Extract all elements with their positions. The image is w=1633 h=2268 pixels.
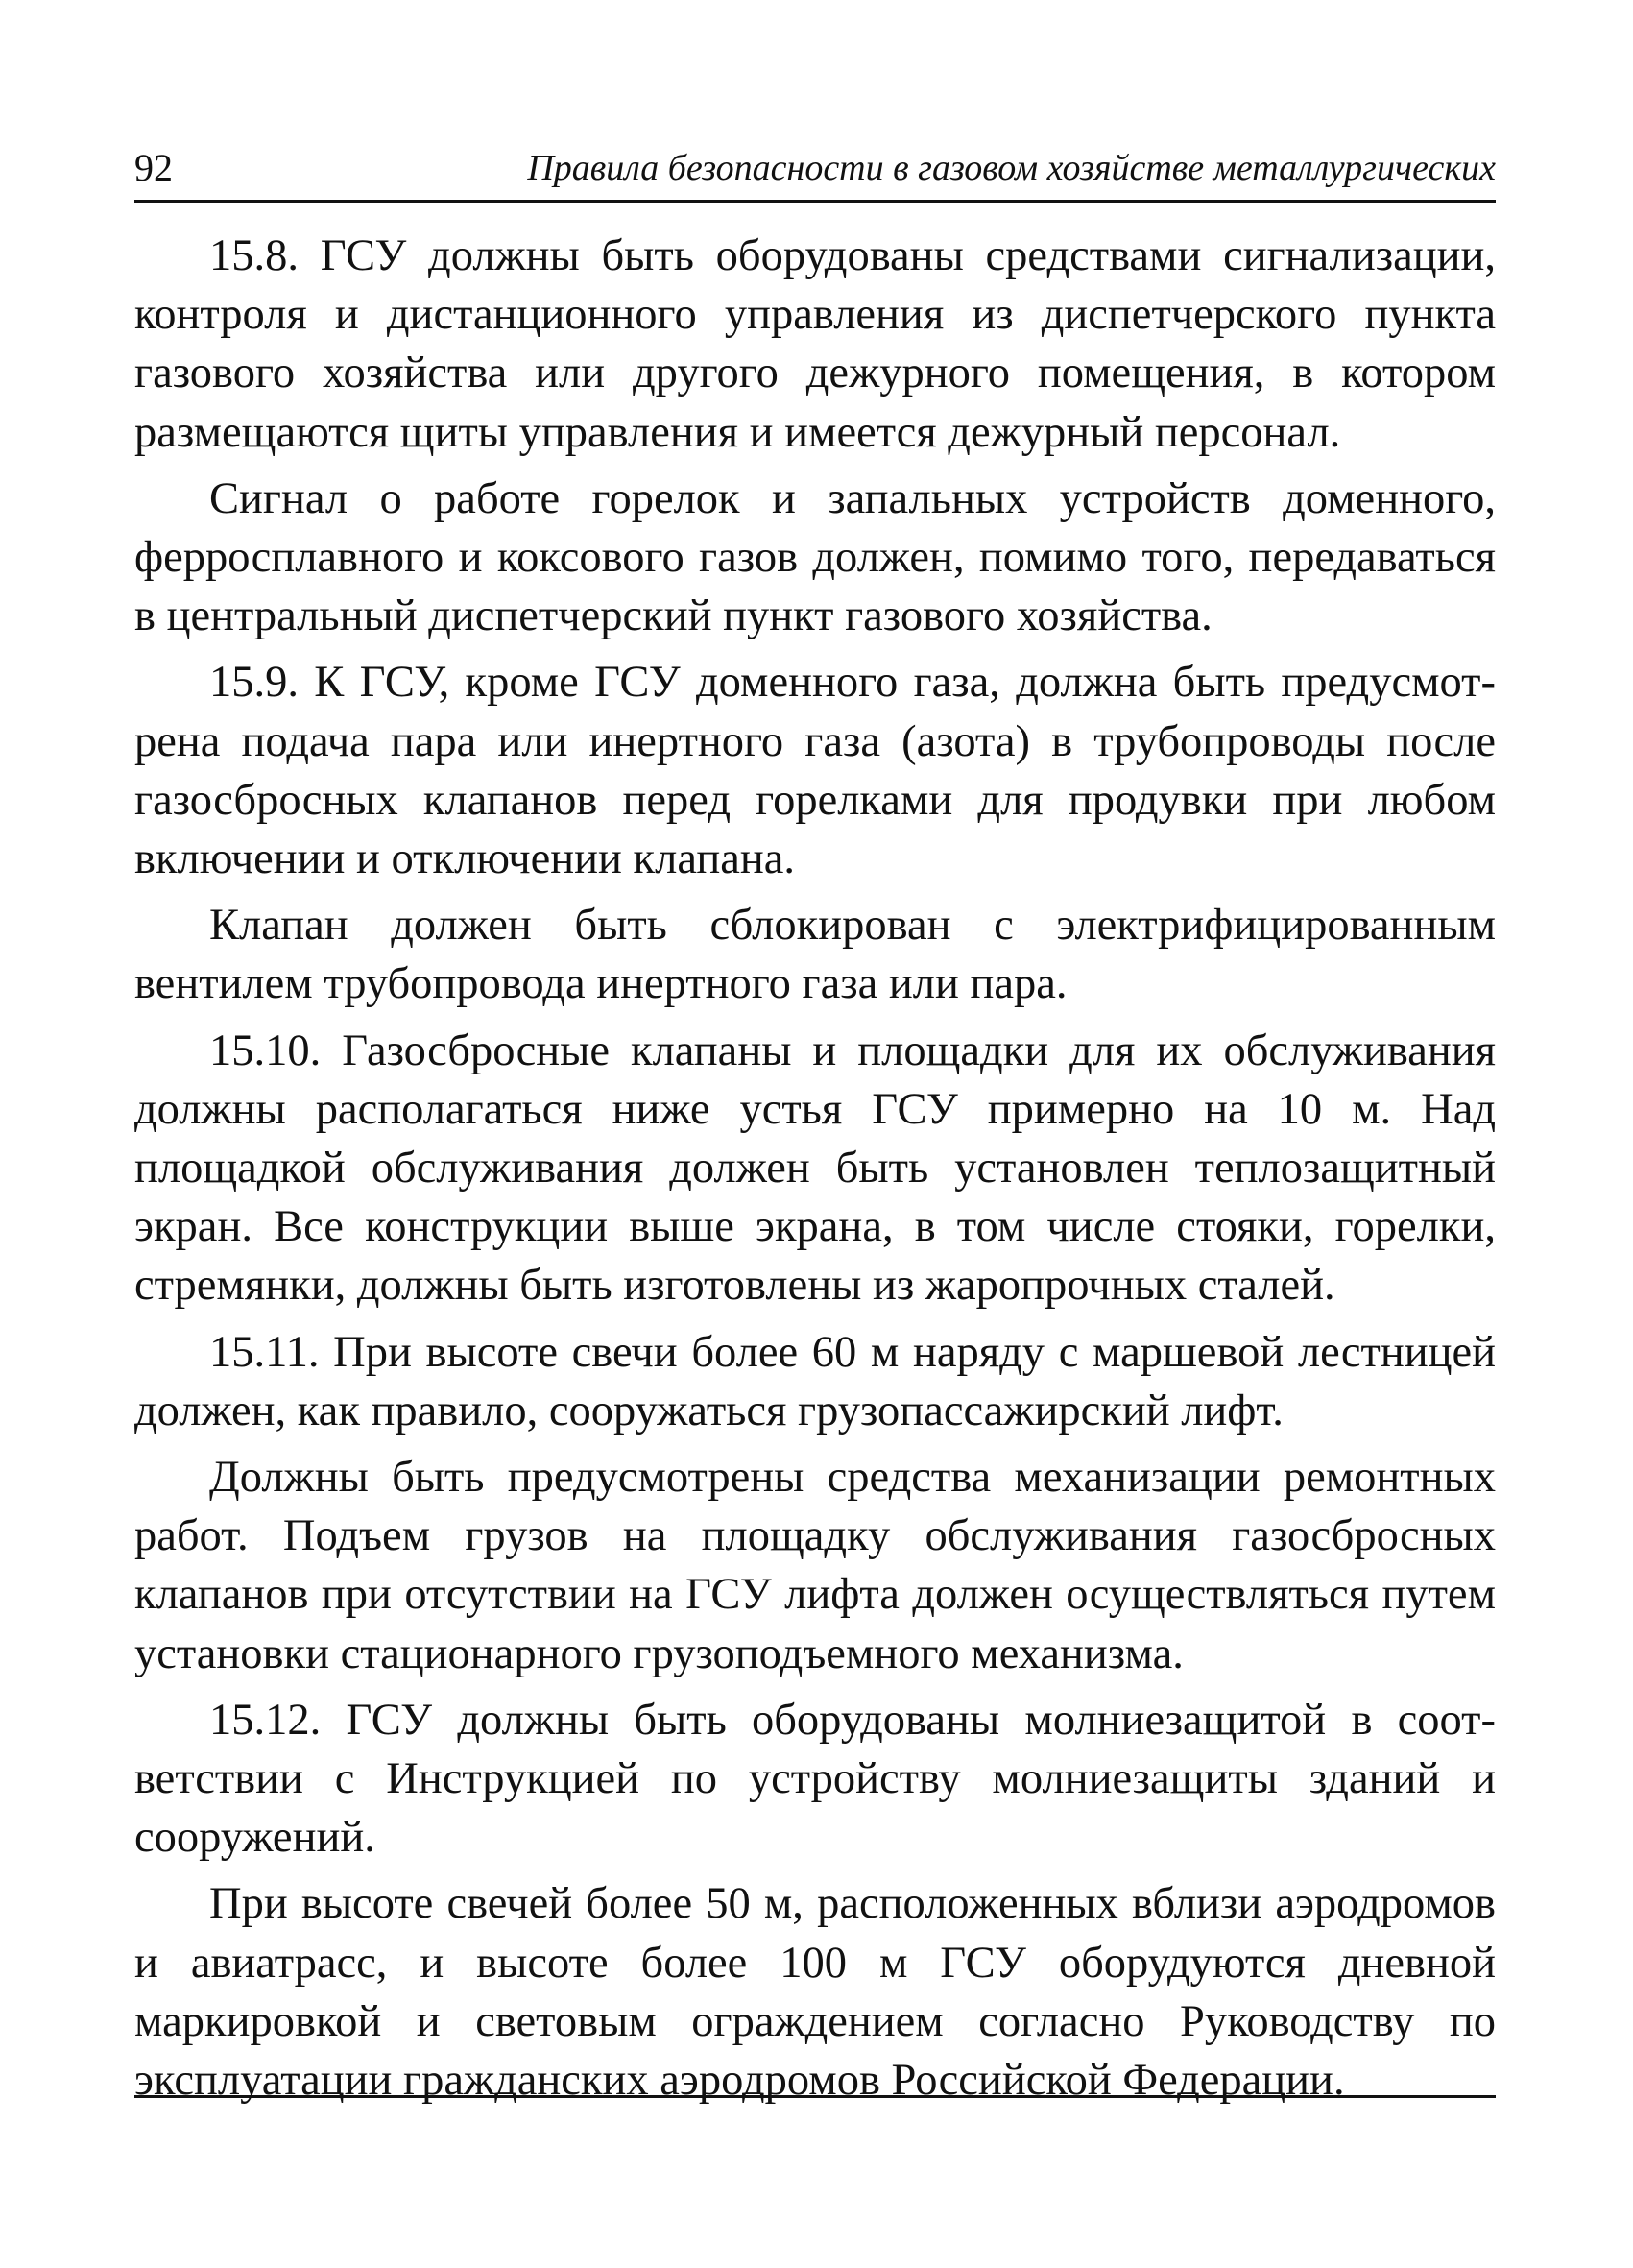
paragraph-15-10: 15.10. Газосбросные клапаны и площадки для их обслуживания должны располагаться ниже устья ГСУ примерно на 10 м. Над площадкой обслуживания должен быть установлен теплозащитный экран. Все конструкции выше экрана, в том числе стояки, горелки, стремянки, должны быть изготовлены из жаропрочных сталей. xyxy=(134,1025,1496,1311)
page-number: 92 xyxy=(134,146,173,189)
paragraph-15-8: 15.8. ГСУ должны быть оборудованы средствами сигнализации, контроля и дистанционного управления из диспетчерского пункта газового хозяйства или другого дежурного помещения, в котором размещаются щиты управления и имеется дежурный персонал. xyxy=(134,231,1496,457)
paragraph-15-12: 15.12. ГСУ должны быть оборудованы молниезащитой в соответствии с Инструкцией по устройству молниезащиты зданий и сооружений. xyxy=(134,1695,1496,1863)
paragraph-15-11: 15.11. При высоте свечи более 60 м наряду с маршевой лестницей должен, как правило, сооружаться грузопассажирский лифт. xyxy=(134,1327,1496,1436)
body-text xyxy=(134,227,1496,2117)
paragraph-aviation-marking: При высоте свечей более 50 м, расположенных вблизи аэродромов и авиатрасс, и высоте более 100 м ГСУ оборудуются дневной маркировкой и световым ограждением согласно Руководству по эксплуатации гражданских аэродромов Российской Федерации. xyxy=(134,1879,1496,2106)
footer-rule xyxy=(134,2095,1496,2098)
paragraph-15-9: 15.9. К ГСУ, кроме ГСУ доменного газа, должна быть предусмотрена подача пара или инертного газа (азота) в трубопроводы после газосбросных клапанов перед горелками для продувки при любом включении и отключении клапана. xyxy=(134,658,1496,884)
paragraph-valve-interlock: Клапан должен быть сблокирован с электрифицированным вентилем трубопровода инертного газа или пара. xyxy=(134,901,1496,1009)
paragraph-burner-signal: Сигнал о работе горелок и запальных устройств доменного, ферросплавного и коксового газов должен, помимо того, передаваться в центральный диспетчерский пункт газового хозяйства. xyxy=(134,473,1496,641)
running-title: Правила безопасности в газовом хозяйстве металлургических xyxy=(527,148,1496,188)
paragraph-mechanization: Должны быть предусмотрены средства механизации ремонтных работ. Подъем грузов на площадку обслуживания газосбросных клапанов при отсутствии на ГСУ лифта должен осуществляться путем установки стационарного грузоподъемного механизма. xyxy=(134,1453,1496,1678)
page-header xyxy=(134,142,1496,203)
